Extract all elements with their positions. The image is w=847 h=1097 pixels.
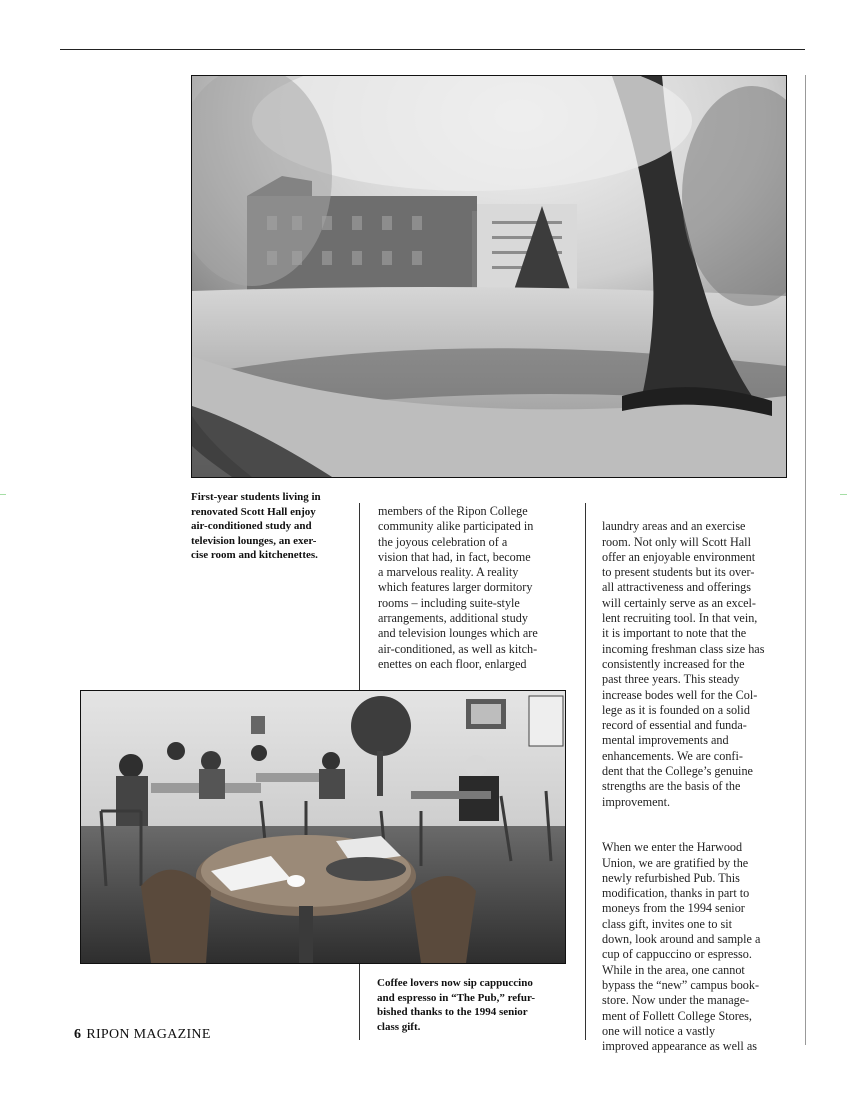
scan-mark-right	[840, 494, 847, 495]
scott-hall-photo	[191, 75, 787, 478]
scott-hall-caption: First-year students living in renovated Scott Hall enjoy air-conditioned study and television lounges, an exer- cise room and kitchenettes.	[191, 491, 321, 561]
right-column-paragraph-2: When we enter the Harwood Union, we are gratified by the newly refurbished Pub. This modification, thanks in part to moneys from the 1994 senior class gift, invites one to sit down, look around and sample a cup of cappuccino or espresso. While in the area, one cannot bypass the “new” campus book- store. Now under the manage- ment of Follett College Stores, one will notice a vastly improved appearance as well as	[602, 840, 761, 1054]
pub-photo	[80, 690, 566, 964]
column-rule-right	[585, 503, 586, 1040]
pub-caption: Coffee lovers now sip cappuccino and espresso in “The Pub,” refur- bished thanks to the 1994 senior class gift.	[377, 977, 536, 1033]
top-rule	[60, 49, 805, 50]
page-edge-rule	[805, 75, 806, 1045]
middle-column-text: members of the Ripon College community alike participated in the joyous celebration of a vision that had, in fact, become a marvelous reality. A reality which features larger dormitory rooms – including suite-style arrangements, additional study and television lounges which are air-conditioned, as well as kitch- enettes on each floor, enlarged	[378, 504, 538, 671]
page-folio	[74, 1027, 211, 1043]
page-number: 6	[74, 1027, 82, 1042]
scan-mark-left	[0, 494, 6, 495]
right-column-paragraph-1: laundry areas and an exercise room. Not only will Scott Hall offer an enjoyable environment to present students but its over- all attractiveness and offerings will certainly serve as an excel- lent recruiting tool. In that vein, it is important to note that the incoming freshman class size has consistently increased for the past three years. This steady increase bodes well for the Col- lege as it is founded on a solid record of essential and funda- mental improvements and enhancements. We are confi- dent that the College’s genuine strengths are the basis of the improvement.	[602, 519, 765, 809]
right-column-text	[602, 504, 802, 1085]
publication-name: RIPON MAGAZINE	[86, 1027, 211, 1042]
